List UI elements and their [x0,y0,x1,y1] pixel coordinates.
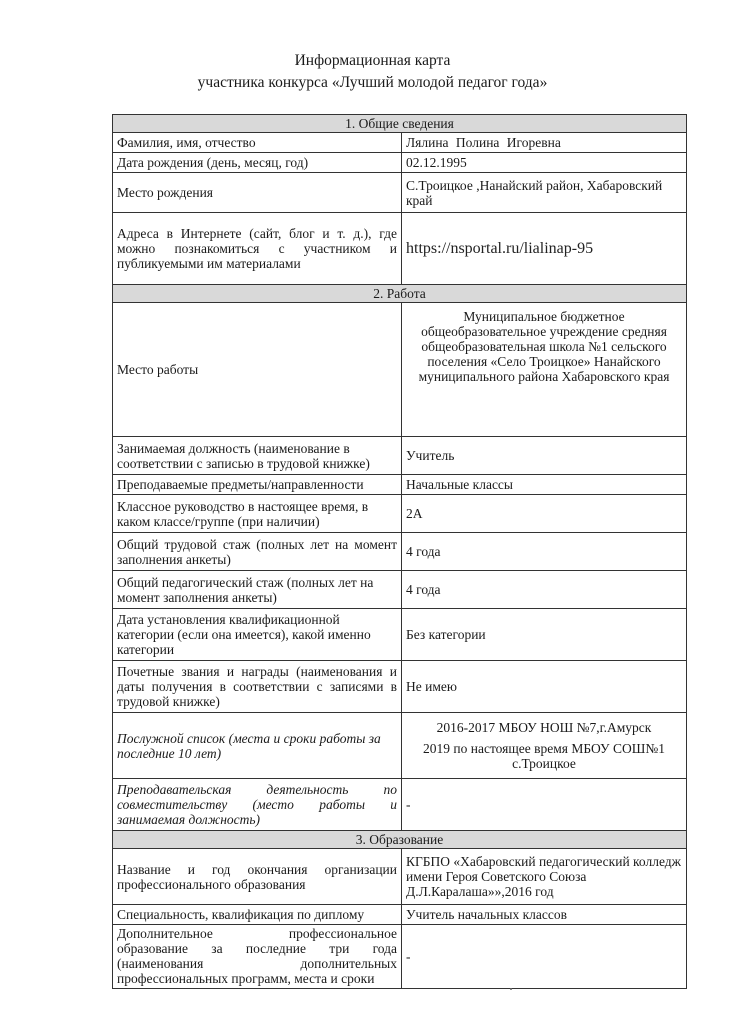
class-label: Классное руководство в настоящее время, в каком классе/группе (при наличии) [113,495,402,533]
ped-experience-value: 4 года [402,571,687,609]
table-row [113,533,687,571]
section-row-work [113,285,687,303]
table-row [113,173,687,213]
section-title-education: 3. Образование [113,831,687,849]
table-row [113,713,687,779]
document-title [0,50,745,94]
section-title-general: 1. Общие сведения [113,115,687,133]
table-row [113,571,687,609]
parttime-label: Преподавательская деятельность по совместительству (место работы и занимаемая должность) [113,779,402,831]
table-row [113,779,687,831]
table-row [113,437,687,475]
awards-value: Не имею [402,661,687,713]
total-experience-value: 4 года [402,533,687,571]
fio-value: Лялина Полина Игоревна [402,133,687,153]
service-record-value [402,713,687,779]
table-row [113,133,687,153]
specialty-value: Учитель начальных классов [402,905,687,925]
class-value: 2А [402,495,687,533]
table-row [113,475,687,495]
service-record-line-2: 2019 по настоящее время МБОУ СОШ№1 с.Троицкое [423,741,665,771]
dob-value: 02.12.1995 [402,153,687,173]
web-link[interactable]: https://nsportal.ru/lialinap-95 [402,213,687,285]
additional-education-value: - [402,925,687,989]
table-row [113,609,687,661]
dob-label: Дата рождения (день, месяц, год) [113,153,402,173]
title-line-1: Информационная карта [294,52,451,69]
awards-label: Почетные звания и награды (наименования и даты получения в соответствии с записями в трудовой книжке) [113,661,402,713]
service-record-line-1: 2016-2017 МБОУ НОШ №7,г.Амурск [436,720,652,735]
ped-experience-label: Общий педагогический стаж (полных лет на момент заполнения анкеты) [113,571,402,609]
service-record-label: Послужной список (места и сроки работы за последние 10 лет) [113,713,402,779]
table-row [113,495,687,533]
workplace-label: Место работы [113,303,402,437]
section-row-education [113,831,687,849]
total-experience-label: Общий трудовой стаж (полных лет на момент заполнения анкеты) [113,533,402,571]
section-row-general [113,115,687,133]
subjects-label: Преподаваемые предметы/направленности [113,475,402,495]
position-value: Учитель [402,437,687,475]
workplace-value: Муниципальное бюджетное общеобразовательное учреждение средняя общеобразовательная школа №1 сельского поселения «Село Троицкое» Нанайского муниципального района Хабаровского края [402,303,687,437]
scan-speck [510,988,512,990]
institution-value: КГБПО «Хабаровский педагогический колледж имени Героя Советского Союза Д.Л.Каралаша»»,2016 год [402,849,687,905]
title-line-2: участника конкурса «Лучший молодой педагог года» [197,74,548,91]
table-row [113,905,687,925]
table-row [113,849,687,905]
qualification-value: Без категории [402,609,687,661]
subjects-value: Начальные классы [402,475,687,495]
fio-label: Фамилия, имя, отчество [113,133,402,153]
section-title-work: 2. Работа [113,285,687,303]
web-label: Адреса в Интернете (сайт, блог и т. д.), где можно познакомиться с участником и публикуемыми им материалами [113,213,402,285]
birthplace-label: Место рождения [113,173,402,213]
institution-label: Название и год окончания организации профессионального образования [113,849,402,905]
table-row [113,661,687,713]
birthplace-value: С.Троицкое ,Нанайский район, Хабаровский край [402,173,687,213]
table-row [113,303,687,437]
info-card-table [112,114,687,989]
table-row [113,925,687,989]
table-row [113,213,687,285]
parttime-value: - [402,779,687,831]
specialty-label: Специальность, квалификация по диплому [113,905,402,925]
qualification-label: Дата установления квалификационной категории (если она имеется), какой именно категории [113,609,402,661]
additional-education-label: Дополнительное профессиональное образование за последние три года (наименования дополнительных профессиональных программ, места и сроки [113,925,402,989]
table-row [113,153,687,173]
position-label: Занимаемая должность (наименование в соответствии с записью в трудовой книжке) [113,437,402,475]
